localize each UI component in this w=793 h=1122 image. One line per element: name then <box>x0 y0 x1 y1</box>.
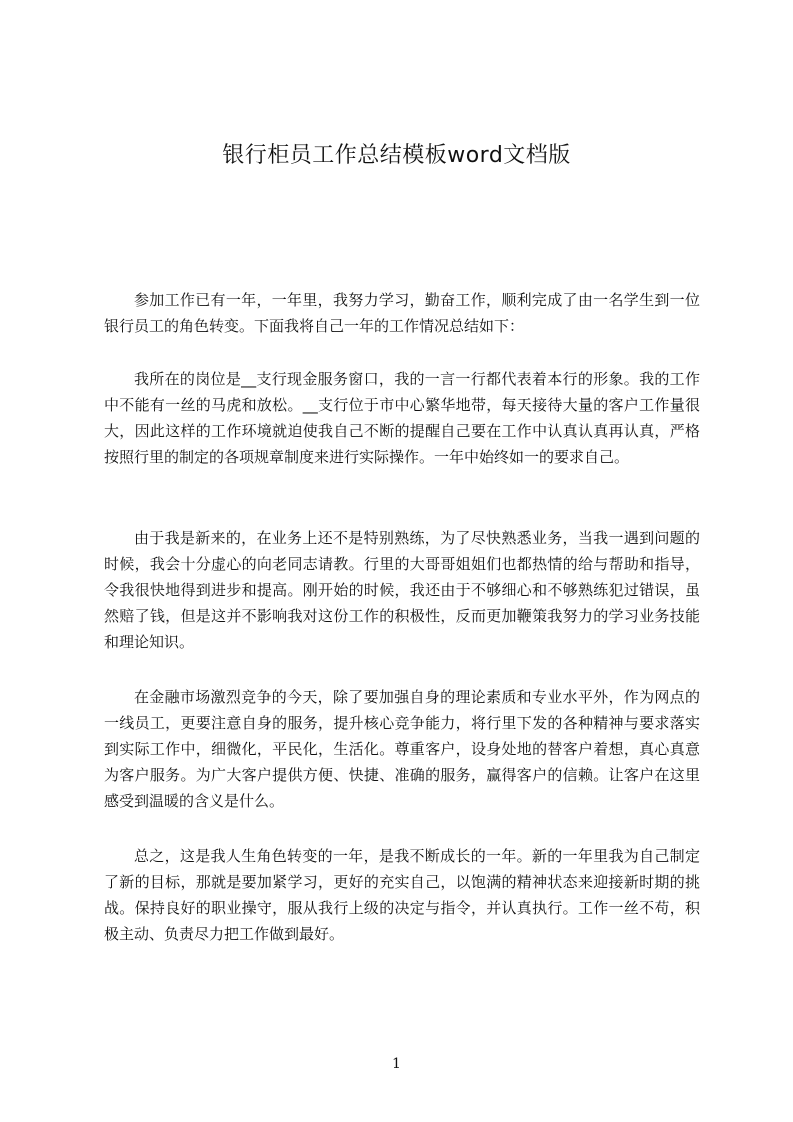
paragraph-2: 我所在的岗位是__支行现金服务窗口，我的一言一行都代表着本行的形象。我的工作中不能有一丝的马虎和放松。__支行位于市中心繁华地带，每天接待大量的客户工作量很大，因此这样的工作环境就迫使我自己不断的提醒自己要在工作中认真认真再认真，严格按照行里的制定的各项规章制度来进行实际操作。一年中始终如一的要求自己。 <box>104 370 700 466</box>
paragraph-1: 参加工作已有一年，一年里，我努力学习，勤奋工作，顺利完成了由一名学生到一位银行员工的角色转变。下面我将自己一年的工作情况总结如下： <box>104 291 700 335</box>
document-title: 银行柜员工作总结模板word文档版 <box>222 143 571 168</box>
page-number: 1 <box>392 1056 401 1072</box>
paragraph-5: 总之，这是我人生角色转变的一年，是我不断成长的一年。新的一年里我为自己制定了新的目标，那就是要加紧学习，更好的充实自己，以饱满的精神状态来迎接新时期的挑战。保持良好的职业操守，服从我行上级的决定与指令，并认真执行。工作一丝不苟，积极主动、负责尽力把工作做到最好。 <box>104 847 700 943</box>
paragraph-3: 由于我是新来的，在业务上还不是特别熟练，为了尽快熟悉业务，当我一遇到问题的时候，我会十分虚心的向老同志请教。行里的大哥哥姐姐们也都热情的给与帮助和指导，令我很快地得到进步和提高。刚开始的时候，我还由于不够细心和不够熟练犯过错误，虽然赔了钱，但是这并不影响我对这份工作的积极性，反而更加鞭策我努力的学习业务技能和理论知识。 <box>104 529 700 651</box>
paragraph-4: 在金融市场激烈竞争的今天，除了要加强自身的理论素质和专业水平外，作为网点的一线员工，更要注意自身的服务，提升核心竞争能力，将行里下发的各种精神与要求落实到实际工作中，细微化，平民化，生活化。尊重客户，设身处地的替客户着想，真心真意为客户服务。为广大客户提供方便、快捷、准确的服务，赢得客户的信赖。让客户在这里感受到温暖的含义是什么。 <box>104 688 700 810</box>
